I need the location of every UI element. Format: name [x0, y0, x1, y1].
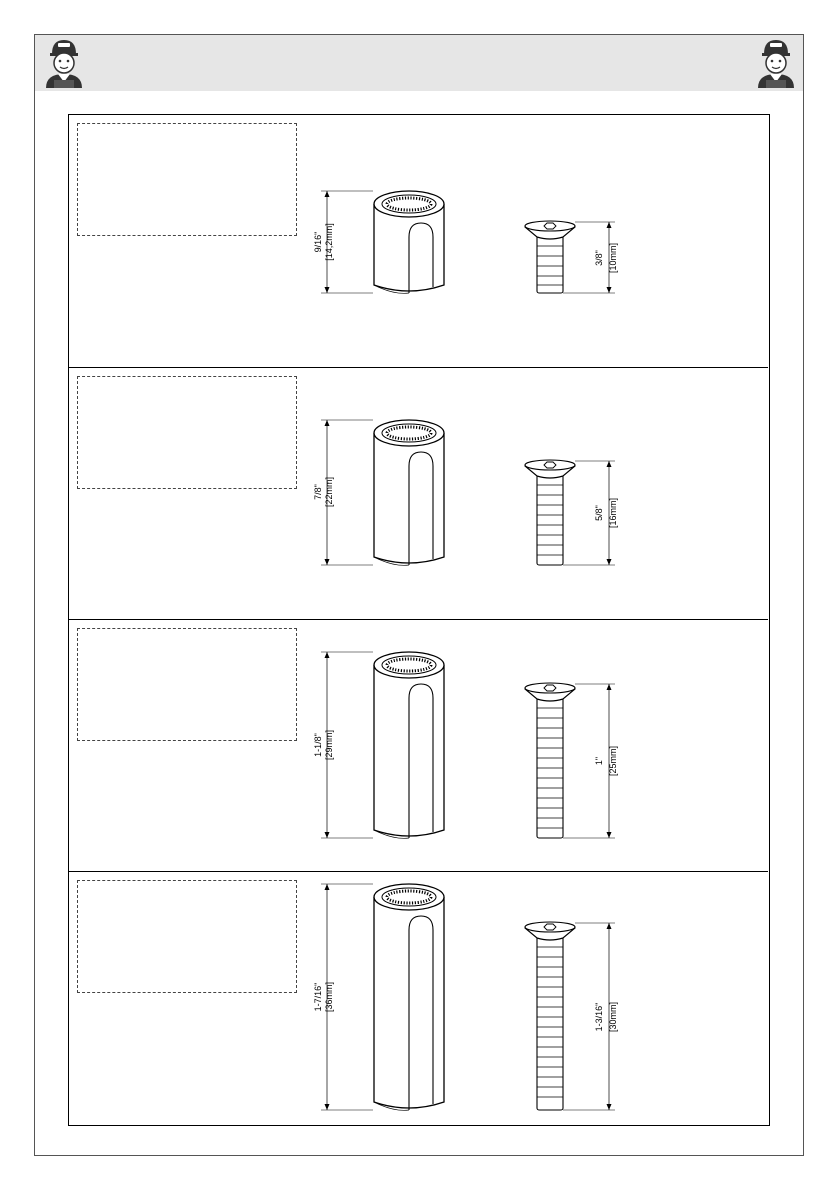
sleeve-drawing — [374, 884, 444, 1110]
sleeve-mm-label: [22mm] — [324, 476, 334, 508]
part-row — [69, 367, 768, 620]
sleeve-dimension — [313, 191, 373, 293]
sleeve-dimension — [313, 884, 373, 1110]
mechanic-mascot-icon — [752, 36, 800, 88]
header-band — [35, 35, 803, 91]
sleeve-mm-label: [14,2mm] — [324, 223, 334, 261]
screw-inch-label: 1-3/16" — [594, 1002, 604, 1032]
sleeve-mm-label: [36mm] — [324, 981, 334, 1013]
screw-drawing — [525, 221, 575, 293]
sleeve-inch-label: 9/16" — [313, 231, 323, 253]
sleeve-drawing — [374, 191, 444, 293]
screw-drawing — [525, 460, 575, 565]
sleeve-drawing — [374, 652, 444, 838]
sleeve-dimension — [313, 652, 373, 838]
screw-drawing — [525, 922, 575, 1110]
sleeve-drawing — [374, 420, 444, 565]
screw-mm-label: [30mm] — [608, 1001, 618, 1033]
part-drawing — [69, 620, 768, 872]
screw-mm-label: [16mm] — [608, 497, 618, 529]
sleeve-inch-label: 7/8" — [313, 484, 323, 500]
part-drawing — [69, 872, 768, 1124]
screw-inch-label: 1" — [594, 756, 604, 766]
screw-inch-label: 5/8" — [594, 505, 604, 521]
sleeve-inch-label: 1-7/16" — [313, 982, 323, 1012]
screw-drawing — [525, 683, 575, 838]
screw-dimension — [563, 222, 618, 293]
part-row — [69, 115, 768, 367]
part-drawing — [69, 115, 768, 367]
screw-dimension — [563, 923, 618, 1110]
part-row — [69, 619, 768, 872]
mechanic-mascot-icon — [40, 36, 88, 88]
screw-inch-label: 3/8" — [594, 250, 604, 266]
screw-dimension — [563, 684, 618, 838]
part-row — [69, 871, 768, 1124]
part-drawing — [69, 368, 768, 620]
screw-dimension — [563, 461, 618, 565]
screw-mm-label: [25mm] — [608, 745, 618, 777]
sleeve-mm-label: [29mm] — [324, 729, 334, 761]
sleeve-dimension — [313, 420, 373, 565]
sleeve-inch-label: 1-1/8" — [313, 733, 323, 757]
screw-mm-label: [10mm] — [608, 242, 618, 274]
parts-table — [68, 114, 770, 1126]
